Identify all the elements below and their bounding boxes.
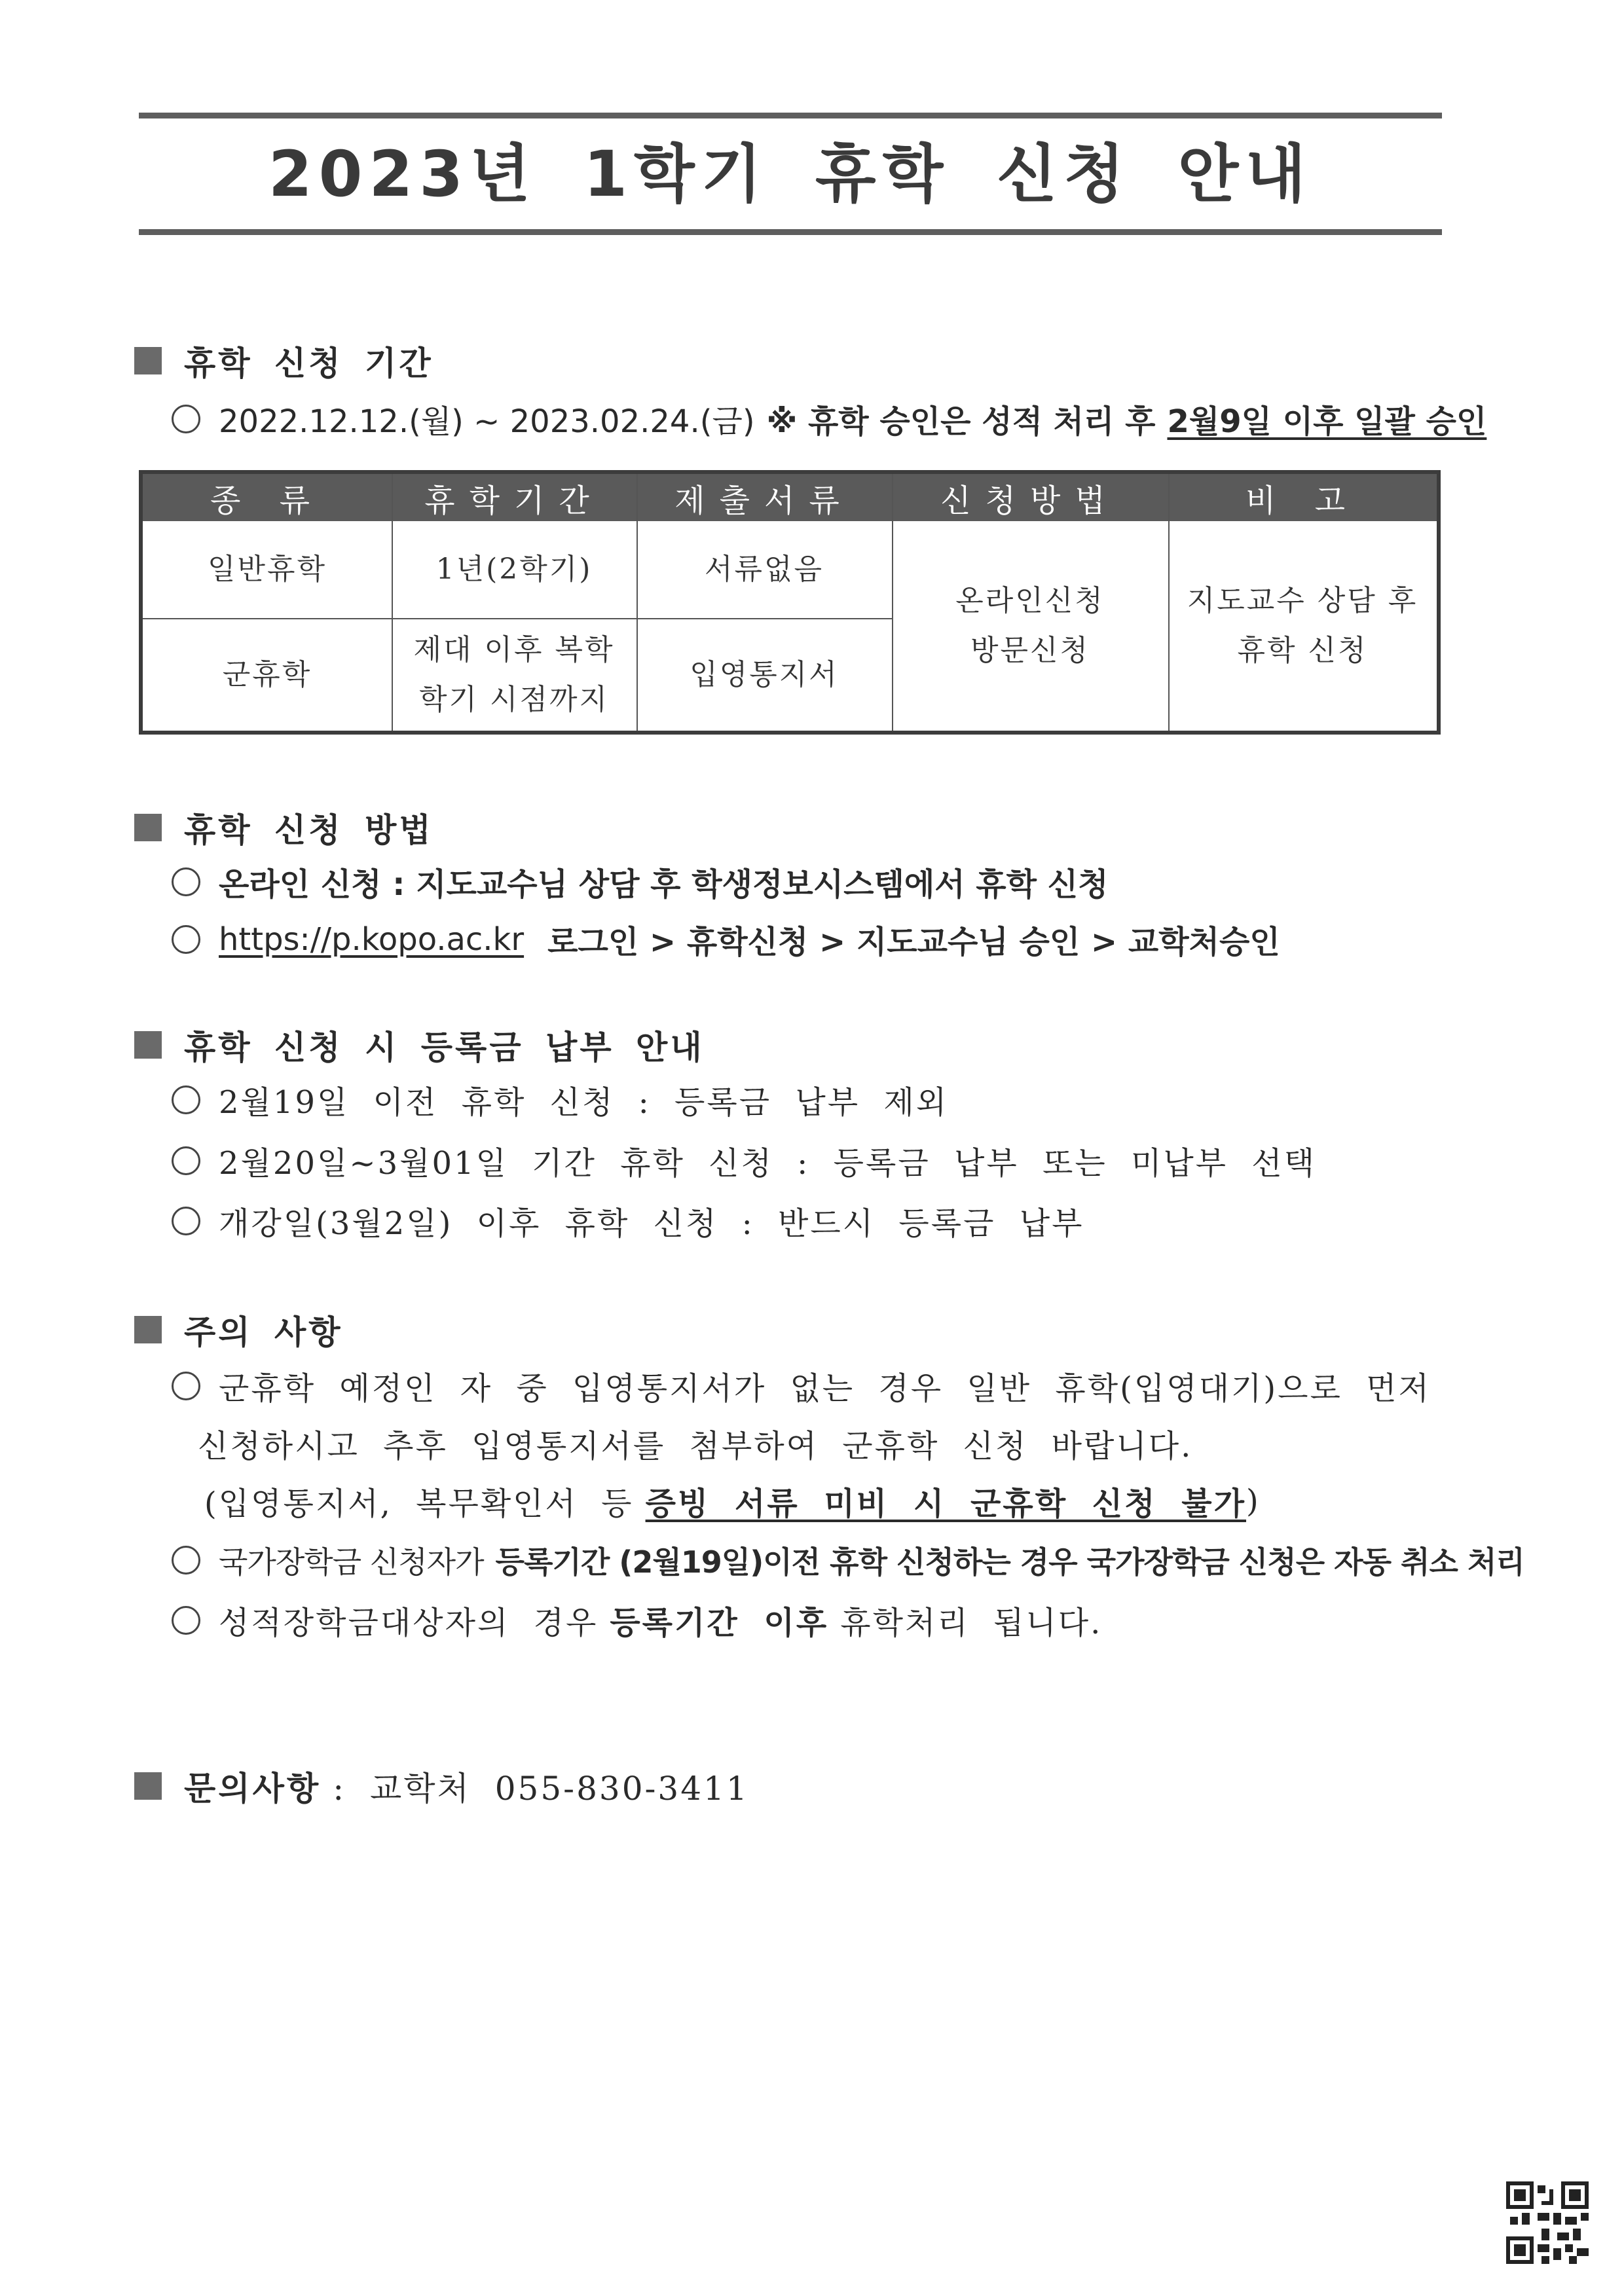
qr-code-icon (1506, 2181, 1589, 2264)
caution-text: (입영통지서, 복무확인서 등 (204, 1485, 634, 1522)
section-title: 휴학 신청 방법 (184, 811, 434, 849)
table-header-method: 신청방법 (892, 474, 1168, 521)
table-cell-period (392, 619, 637, 731)
caution-text: 신청하시고 추후 입영통지서를 첨부하여 군휴학 신청 바랍니다. (198, 1428, 1193, 1465)
caution-emphasis: 증빙 서류 미비 시 군휴학 신청 불가 (645, 1485, 1246, 1522)
circle-bullet-icon (172, 1372, 200, 1400)
section-title: 휴학 신청 기간 (184, 344, 434, 382)
circle-bullet-icon (172, 1207, 200, 1235)
tuition-item-text: 2월20일~3월01일 기간 휴학 신청 : 등록금 납부 또는 미납부 선택 (219, 1145, 1317, 1182)
square-bullet-icon (134, 1031, 162, 1059)
square-bullet-icon (134, 347, 162, 374)
method-item-1 (172, 859, 1108, 904)
section-heading-period (134, 337, 434, 384)
page-title: 2023년 1학기 휴학 신청 안내 (268, 137, 1313, 211)
section-heading-contact (134, 1762, 749, 1810)
section-heading-caution (134, 1306, 343, 1353)
table-cell-type: 군휴학 (222, 658, 312, 691)
circle-bullet-icon (172, 1546, 200, 1575)
circle-bullet-icon (172, 1606, 200, 1635)
table-header-type: 종 류 (143, 474, 392, 521)
caution-text: ) (1246, 1482, 1261, 1520)
method-item-2 (172, 917, 1280, 962)
caution-item-1-cont (198, 1421, 1192, 1466)
title-top-rule (139, 113, 1442, 118)
section-title: 휴학 신청 시 등록금 납부 안내 (184, 1029, 705, 1066)
caution-item-2 (172, 1539, 1524, 1582)
remark-line-2: 휴학 신청 (1237, 634, 1368, 667)
period-line-2: 학기 시점까지 (418, 683, 609, 716)
section-heading-tuition (134, 1021, 705, 1068)
table-cell-documents: 입영통지서 (690, 658, 839, 691)
table-cell-type: 일반휴학 (207, 553, 327, 586)
method-line-1: 온라인신청 (955, 584, 1105, 617)
table-cell-period: 1년(2학기) (435, 553, 593, 586)
circle-bullet-icon (172, 405, 200, 433)
title-bottom-rule (139, 229, 1442, 235)
section-heading-method (134, 804, 434, 851)
caution-text: 성적장학금대상자의 경우 (219, 1605, 599, 1641)
table-header-documents: 제출서류 (637, 474, 892, 521)
circle-bullet-icon (172, 1146, 200, 1175)
tuition-item-text: 2월19일 이전 휴학 신청 : 등록금 납부 제외 (219, 1084, 949, 1121)
square-bullet-icon (134, 1772, 162, 1800)
circle-bullet-icon (172, 925, 200, 954)
caution-text: 휴학처리 됩니다. (840, 1605, 1103, 1641)
table-cell-remark (1168, 521, 1437, 731)
period-line-1: 제대 이후 복학 (413, 633, 615, 666)
circle-bullet-icon (172, 867, 200, 896)
period-line (172, 396, 1486, 441)
approval-date: 2월9일 이후 일괄 승인 (1167, 403, 1487, 440)
period-dates: 2022.12.12.(월) ~ 2023.02.24.(금) (219, 403, 755, 440)
square-bullet-icon (134, 814, 162, 841)
method-steps: 로그인 > 휴학신청 > 지도교수님 승인 > 교학처승인 (547, 924, 1280, 960)
square-bullet-icon (134, 1316, 162, 1343)
table-header-remark: 비 고 (1168, 474, 1437, 521)
approval-note: ※ 휴학 승인은 성적 처리 후 (766, 403, 1156, 440)
caution-emphasis: 등록기간 이후 (610, 1605, 829, 1641)
list-item (172, 1138, 1316, 1183)
caution-item-1-note (204, 1478, 1261, 1523)
table-cell-method (892, 521, 1168, 731)
caution-text: 군휴학 예정인 자 중 입영통지서가 없는 경우 일반 휴학(입영대기)으로 먼저 (219, 1370, 1431, 1407)
caution-item-1 (172, 1363, 1431, 1408)
caution-text: 국가장학금 신청자가 (219, 1544, 484, 1580)
circle-bullet-icon (172, 1085, 200, 1114)
contact-info: : 교학처 055-830-3411 (333, 1770, 749, 1808)
tuition-item-text: 개강일(3월2일) 이후 휴학 신청 : 반드시 등록금 납부 (219, 1205, 1084, 1242)
section-title: 주의 사항 (184, 1313, 343, 1351)
list-item (172, 1198, 1084, 1243)
portal-link[interactable]: https://p.kopo.ac.kr (219, 920, 525, 958)
method-line-2: 방문신청 (970, 634, 1090, 667)
table-header-period: 휴학기간 (392, 474, 637, 521)
list-item (172, 1077, 948, 1122)
method-online-text: 온라인 신청 : 지도교수님 상담 후 학생정보시스템에서 휴학 신청 (219, 866, 1109, 903)
remark-line-1: 지도교수 상담 후 (1187, 584, 1418, 617)
caution-item-3 (172, 1597, 1102, 1643)
table-cell-documents: 서류없음 (704, 553, 824, 586)
leave-type-table (139, 470, 1441, 735)
section-title: 문의사항 (184, 1770, 322, 1808)
caution-emphasis: 등록기간 (2월19일)이전 휴학 신청하는 경우 국가장학금 신청은 자동 취소 처리 (495, 1544, 1524, 1580)
